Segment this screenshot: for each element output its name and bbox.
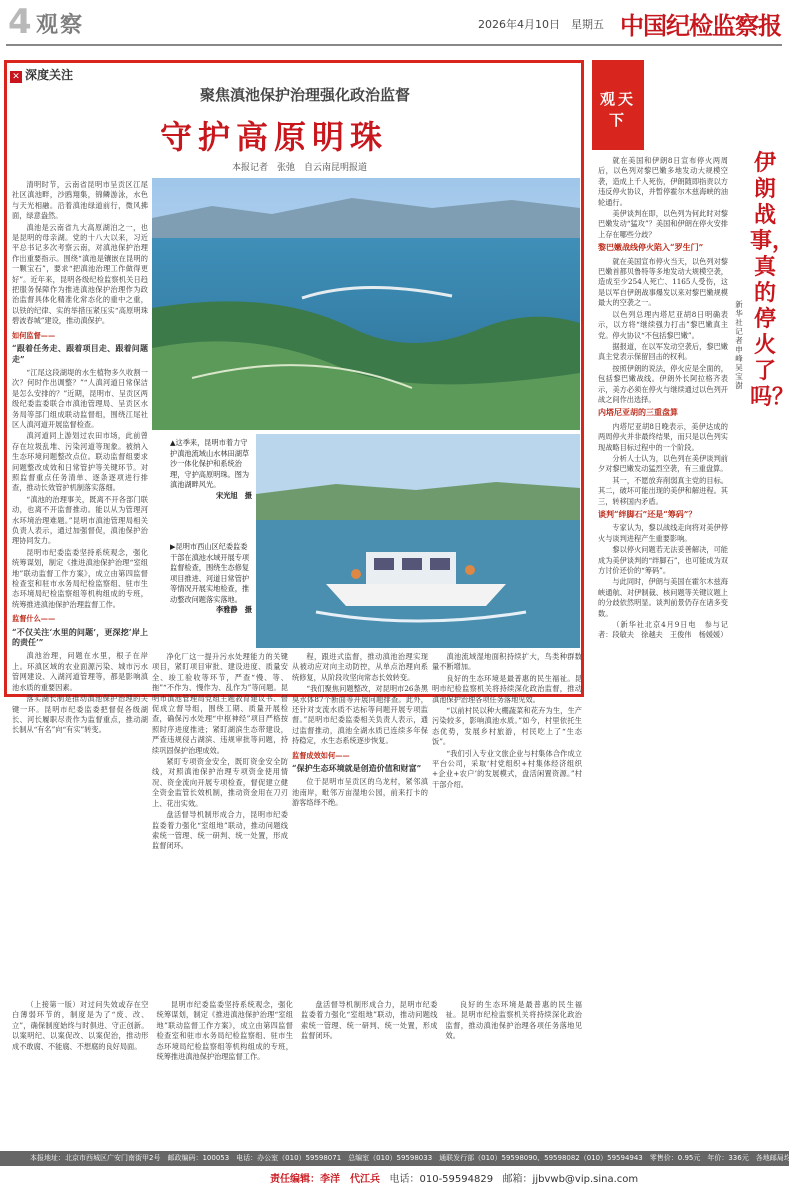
feature-byline: 本报记者 张弛 自云南昆明报道 bbox=[232, 163, 368, 173]
page-number: 4 bbox=[8, 2, 32, 42]
paragraph: 其一，不愿放弃削弱真主党的目标。其二，破坏可能出现的美伊和解进程。其三，转移国内矛盾。 bbox=[598, 475, 728, 506]
section-label: 监督什么—— bbox=[12, 614, 56, 624]
feature-title: 守护高原明珠 bbox=[160, 118, 389, 156]
paragraph: 滇河道同上游划过农田市场，此前曾存在垃圾乱堆、污染河道等现象。被纳入生态环境问题整改点位。联动监督组要求问题整改成效和日常管护等关键环节。对照监督重点任务清单、逐条逐项进行排查，推动长效管护机制落实落细。 bbox=[12, 431, 148, 493]
section-name: 观察 bbox=[36, 12, 85, 38]
paragraph: 内塔尼亚胡8日晚表示，美伊达成的两周停火并非最终结果，而只是以色列实现战略目标过程中的一个阶段。 bbox=[598, 421, 728, 452]
paragraph: 昆明市纪委监委坚持系统观念，强化统筹谋划，制定《推进滇池保护治理“室组地”联动监督工作方案》，成立由第四监督检查室和驻市水务局纪检监察组、驻市生态环境局纪检监察组等机构组成的专班，统筹推进滇池保护治理监督工作。 bbox=[12, 547, 148, 609]
issue-date: 2026年4月10日 星期五 bbox=[478, 18, 604, 31]
paragraph: 紧盯专项资金安全，既盯资金安全防线，对照滇池保护治理专项资金使用情况、资金流向开展专项检查，督促建立健全资金监管长效机制，推动资金用在刀刃上、花出实效。 bbox=[152, 757, 288, 808]
paragraph: 黎以停火问题若无法妥善解决，可能成为美伊谈判的“绊脚石”，也可能成为双方讨价还价的“筹码”。 bbox=[598, 545, 728, 576]
paragraph: 与此同时，伊朗与美国在霍尔木兹海峡通航、对伊制裁、核问题等关键议题上的分歧依然明显。谈判前景仍存在诸多变数。 bbox=[598, 577, 728, 618]
paragraph: 以色列总理内塔尼亚胡8日明确表示，以方将“继续强力打击”黎巴嫩真主党。停火协议“不包括黎巴嫩”。 bbox=[598, 309, 728, 340]
paragraph: 清明时节，云南省昆明市呈贡区江尾社区滇池畔，沙鸥翔集，锦鳞游泳，水色与天光相融。沿着滇池绿道前行，微风拂面，绿意盎然。 bbox=[12, 180, 148, 221]
paragraph: “江尾这段湖堤的水生植物多久收割一次？何时作出调整？”“人滇河道日常保洁是怎么安排的？”近期，昆明市、呈贡区两级纪委监委联合市滇池管理局、呈贡区水务局等部门组成联动监督组，围绕江尾社区人滇河道开展监督检查。 bbox=[12, 367, 148, 429]
photo1-caption bbox=[170, 438, 252, 501]
patrol-boat-photo bbox=[256, 434, 580, 648]
observe-subhead: 谈判“绊脚石”还是“筹码”？ bbox=[598, 509, 697, 519]
photo1-caption-text: ▲这季来，昆明市着力守护滇池流域山水林田湖草沙一体化保护和系统治理，守护高原明珠。图为滇池湖畔风光。 bbox=[170, 438, 250, 489]
observe-subhead: 黎巴嫩战线停火陷入“罗生门” bbox=[598, 242, 704, 253]
section-label: 监督成效如何—— bbox=[292, 750, 350, 760]
paragraph: 良好的生态环境是最普惠的民生福祉。昆明市纪检监察机关将持续深化政治监督，推动滇池保护治理各项任务落地见效。 bbox=[445, 1000, 582, 1041]
feature-column-2 bbox=[152, 652, 288, 852]
paragraph: 程，跟进式监督，推动滇池治理实现从被动应对向主动防控，从单点治理向系统修复，从阶段攻坚向常态长效转变。 bbox=[292, 652, 428, 682]
page-header bbox=[0, 0, 789, 40]
paragraph: 分析人士认为，以色列在美伊谈判前夕对黎巴嫩发动猛烈空袭，有三重盘算。 bbox=[598, 453, 728, 474]
observe-column-1 bbox=[598, 156, 728, 1150]
feature-tag-label: 深度关注 bbox=[25, 68, 74, 82]
feature-column-3 bbox=[292, 652, 428, 852]
paragraph: 盘活督导机制形成合力，昆明市纪委监委着力强化“室组地”联动，推动问题线索统一管理、统一研判、统一处置，形成监督闭环。 bbox=[152, 810, 288, 851]
feature-column-1 bbox=[12, 180, 148, 850]
paragraph: “我们聚焦问题整改，对昆明市26条黑臭水体87个断面等开展问题排查。此外，还针对支流水质不达标等问题开展专项监督。”昆明市纪委监委相关负责人表示，通过监督推动，滇池全湖水质已连续多年保持稳定，水生态系统逐步恢复。 bbox=[292, 684, 428, 746]
footer-strip: 本报地址：北京市西城区广安门南街甲2号 邮政编码：100053 电话：办公室（010）59598071 总编室（010）59598033 通联发行部（010）59598090、59598082（010）59594943 零售价：0.95元 年价：336元 各地邮局均可订阅 bbox=[0, 1151, 789, 1166]
observe-author: 新华社记者 申峰 吴宝澍 bbox=[735, 300, 751, 390]
photo2-caption bbox=[170, 542, 252, 616]
photo2-caption-text: ▶昆明市西山区纪委监委干部在滇池水域开展专项监督检查，围绕生态修复项目推进、河道日常管护等情况开展实地检查，推动整改问题落实落地。 bbox=[170, 542, 250, 604]
observe-subhead: 内塔尼亚胡的三重盘算 bbox=[598, 407, 678, 418]
paragraph: 盘活督导机制形成合力，昆明市纪委监委着力强化“室组地”联动，推动问题线索统一管理、统一研判、统一处置，形成监督闭环。 bbox=[301, 1000, 438, 1041]
feature-tag bbox=[10, 66, 73, 83]
photo2-credit: 李雅静 摄 bbox=[216, 605, 252, 614]
paragraph: 滇池治理，问题在水里，根子在岸上。环滇区域的农业面源污染、城市污水管网建设、入湖河道管理等，都是影响滇池水质的重要因素。 bbox=[12, 651, 148, 692]
section-heading: “跟着任务走、跟着项目走、跟着问题走” bbox=[12, 343, 148, 364]
section-label: 如何监督—— bbox=[12, 330, 56, 340]
paragraph: 据报道，在以军发动空袭后，黎巴嫩真主党表示保留回击的权利。 bbox=[598, 341, 728, 362]
paragraph: 美伊谈判在即，以色列为何此时对黎巴嫩发动“猛攻”？美国和伊朗在停火安排上存在哪些分歧？ bbox=[598, 209, 728, 239]
editor-line bbox=[270, 1170, 638, 1185]
section-heading: “保护生态环境就是创造价值和财富” bbox=[292, 763, 422, 774]
paragraph: 就在美国和伊朗8日宣布停火两周后，以色列对黎巴嫩多地发动大规模空袭，造成上千人死伤，伊朗随即指责以方违反停火协议，并暂停霍尔木兹海峡的油轮通行。 bbox=[598, 156, 728, 207]
feature-kicker: 聚焦滇池保护治理强化政治监督 bbox=[200, 86, 411, 104]
paragraph: 昆明市纪委监委坚持系统观念，强化统筹谋划，制定《推进滇池保护治理“室组地”联动监督工作方案》，成立由第四监督检查室和驻市水务局纪检监察组、驻市生态环境局纪检监察组等机构组成的专班，统筹推进滇池保护治理监督工作。 bbox=[156, 1000, 293, 1062]
paragraph: “以前村民以种大棚蔬菜和花卉为生，生产污染较多，影响滇池水质。”如今，村里依托生态优势，发展乡村旅游，村民吃上了“生态饭”。 bbox=[432, 706, 582, 747]
paragraph: “我们引入专业文旅企业与村集体合作成立平台公司，采取‘村党组织+村集体经济组织+企业+农户’的发展模式，盘活闲置资源。”村干部介绍。 bbox=[432, 748, 582, 789]
editor-name: 责任编辑：李洋 代江兵 bbox=[270, 1174, 380, 1185]
paragraph: 良好的生态环境是最普惠的民生福祉。昆明市纪检监察机关将持续深化政治监督，推动滇池保护治理各项任务落地见效。 bbox=[432, 673, 582, 704]
paragraph: 落实湖长制是推动滇池保护治理的关键一环。昆明市纪委监委把督促各级湖长、河长履职尽责作为监督重点，推动湖长制从“有名”向“有实”转变。 bbox=[12, 694, 148, 735]
newspaper-brand: 中国纪检监察报 bbox=[620, 11, 781, 40]
paragraph: 位于昆明市呈贡区的乌龙村，紧邻滇池南岸，毗邻万亩湿地公园，前来打卡的游客络绎不绝。 bbox=[292, 777, 428, 808]
observe-column-badge: 观天下 bbox=[592, 60, 644, 150]
paragraph: “滇池的治理事关，既离不开各部门联动，也离不开监督推动。能以从为管理河水环境治理难题。”昆明市滇池管理局相关负责人表示，通过加强督促，滇池保护治理协同发力。 bbox=[12, 494, 148, 546]
paragraph: 专家认为，黎以战线走向将对美伊停火与谈判进程产生重要影响。 bbox=[598, 523, 728, 543]
observe-title: 伊朗战事，真的停火了吗？ bbox=[750, 150, 795, 410]
paragraph: 就在美国宣布停火当天，以色列对黎巴嫩首都贝鲁特等多地发动大规模空袭，造成至少254人死亡、1165人受伤，这是以军自伊朗战事爆发以来对黎巴嫩规模最大的空袭之一。 bbox=[598, 256, 728, 308]
feature-column-4 bbox=[432, 652, 582, 852]
continued-article bbox=[12, 1000, 582, 1145]
section-heading: “不仅关注‘水里的问题’，更深挖‘岸上的责任’” bbox=[12, 626, 148, 648]
paragraph: 滇池是云南省九大高原湖泊之一，也是昆明的母亲湖。党的十八大以来，习近平总书记多次考察云南，对滇池保护治理作出重要指示。围绕“滇池是镶嵌在昆明的一颗宝石”，要求“把滇池治理工作做得更好”。近年来，昆明各级纪检监察机关日趋把服务保障作为推进滇池保护治理作为政治监督具体化精准化常态化的重中之重，以铁的纪律、实的举措压紧压实“高原明珠 碧波春城”建设，推动滇保护。 bbox=[12, 222, 148, 326]
photo1-credit: 宋光旭 摄 bbox=[216, 490, 252, 500]
paragraph: （上接第一版）对过问失效或存在空白薄弱环节的，制度是为了“废、改、立”，确保制度始终与时俱进、守正创新。以案明纪、以案促改、以案促治，推动形成不敢腐、不能腐、不想腐的良好局面。 bbox=[12, 1000, 149, 1051]
paragraph: 按照伊朗的说法，停火应是全面的，包括黎巴嫩战线。伊朗外长阿拉格齐表示，美方必须在停火与继续通过以色列开战之间作出选择。 bbox=[598, 363, 728, 404]
paragraph: 滇池流域湿地面积持续扩大，鸟类种群数量不断增加。 bbox=[432, 652, 582, 672]
editor-email: 邮箱：jjbvwb@vip.sina.com bbox=[502, 1174, 639, 1185]
paragraph: 净化厂这一提升污水处理能力的关键项目，紧盯项目审批、建设进度、质量安全、竣工验收等环节，严查“慢、等、拖”“不作为、慢作为、乱作为”等问题。昆明市滇池管理局党组主题教育建议书、督促成立督导组，围绕工期、质量开展检查，确保污水处理“中枢神经”项目严格按照时序进度推进；紧盯湖滨生态带建设，严查违规侵占湖滨、违规审批等问题，持续巩固保护治理成效。 bbox=[152, 652, 288, 755]
paragraph: （新华社北京4月9日电 参与记者：段敏夫 徐越夫 王俊伟 杨媛媛） bbox=[598, 620, 728, 640]
tag-marker-icon: ✕ bbox=[10, 71, 22, 83]
editor-phone: 电话：010-59594829 bbox=[389, 1174, 494, 1185]
header-rule bbox=[6, 44, 782, 46]
lake-photo bbox=[152, 178, 580, 430]
